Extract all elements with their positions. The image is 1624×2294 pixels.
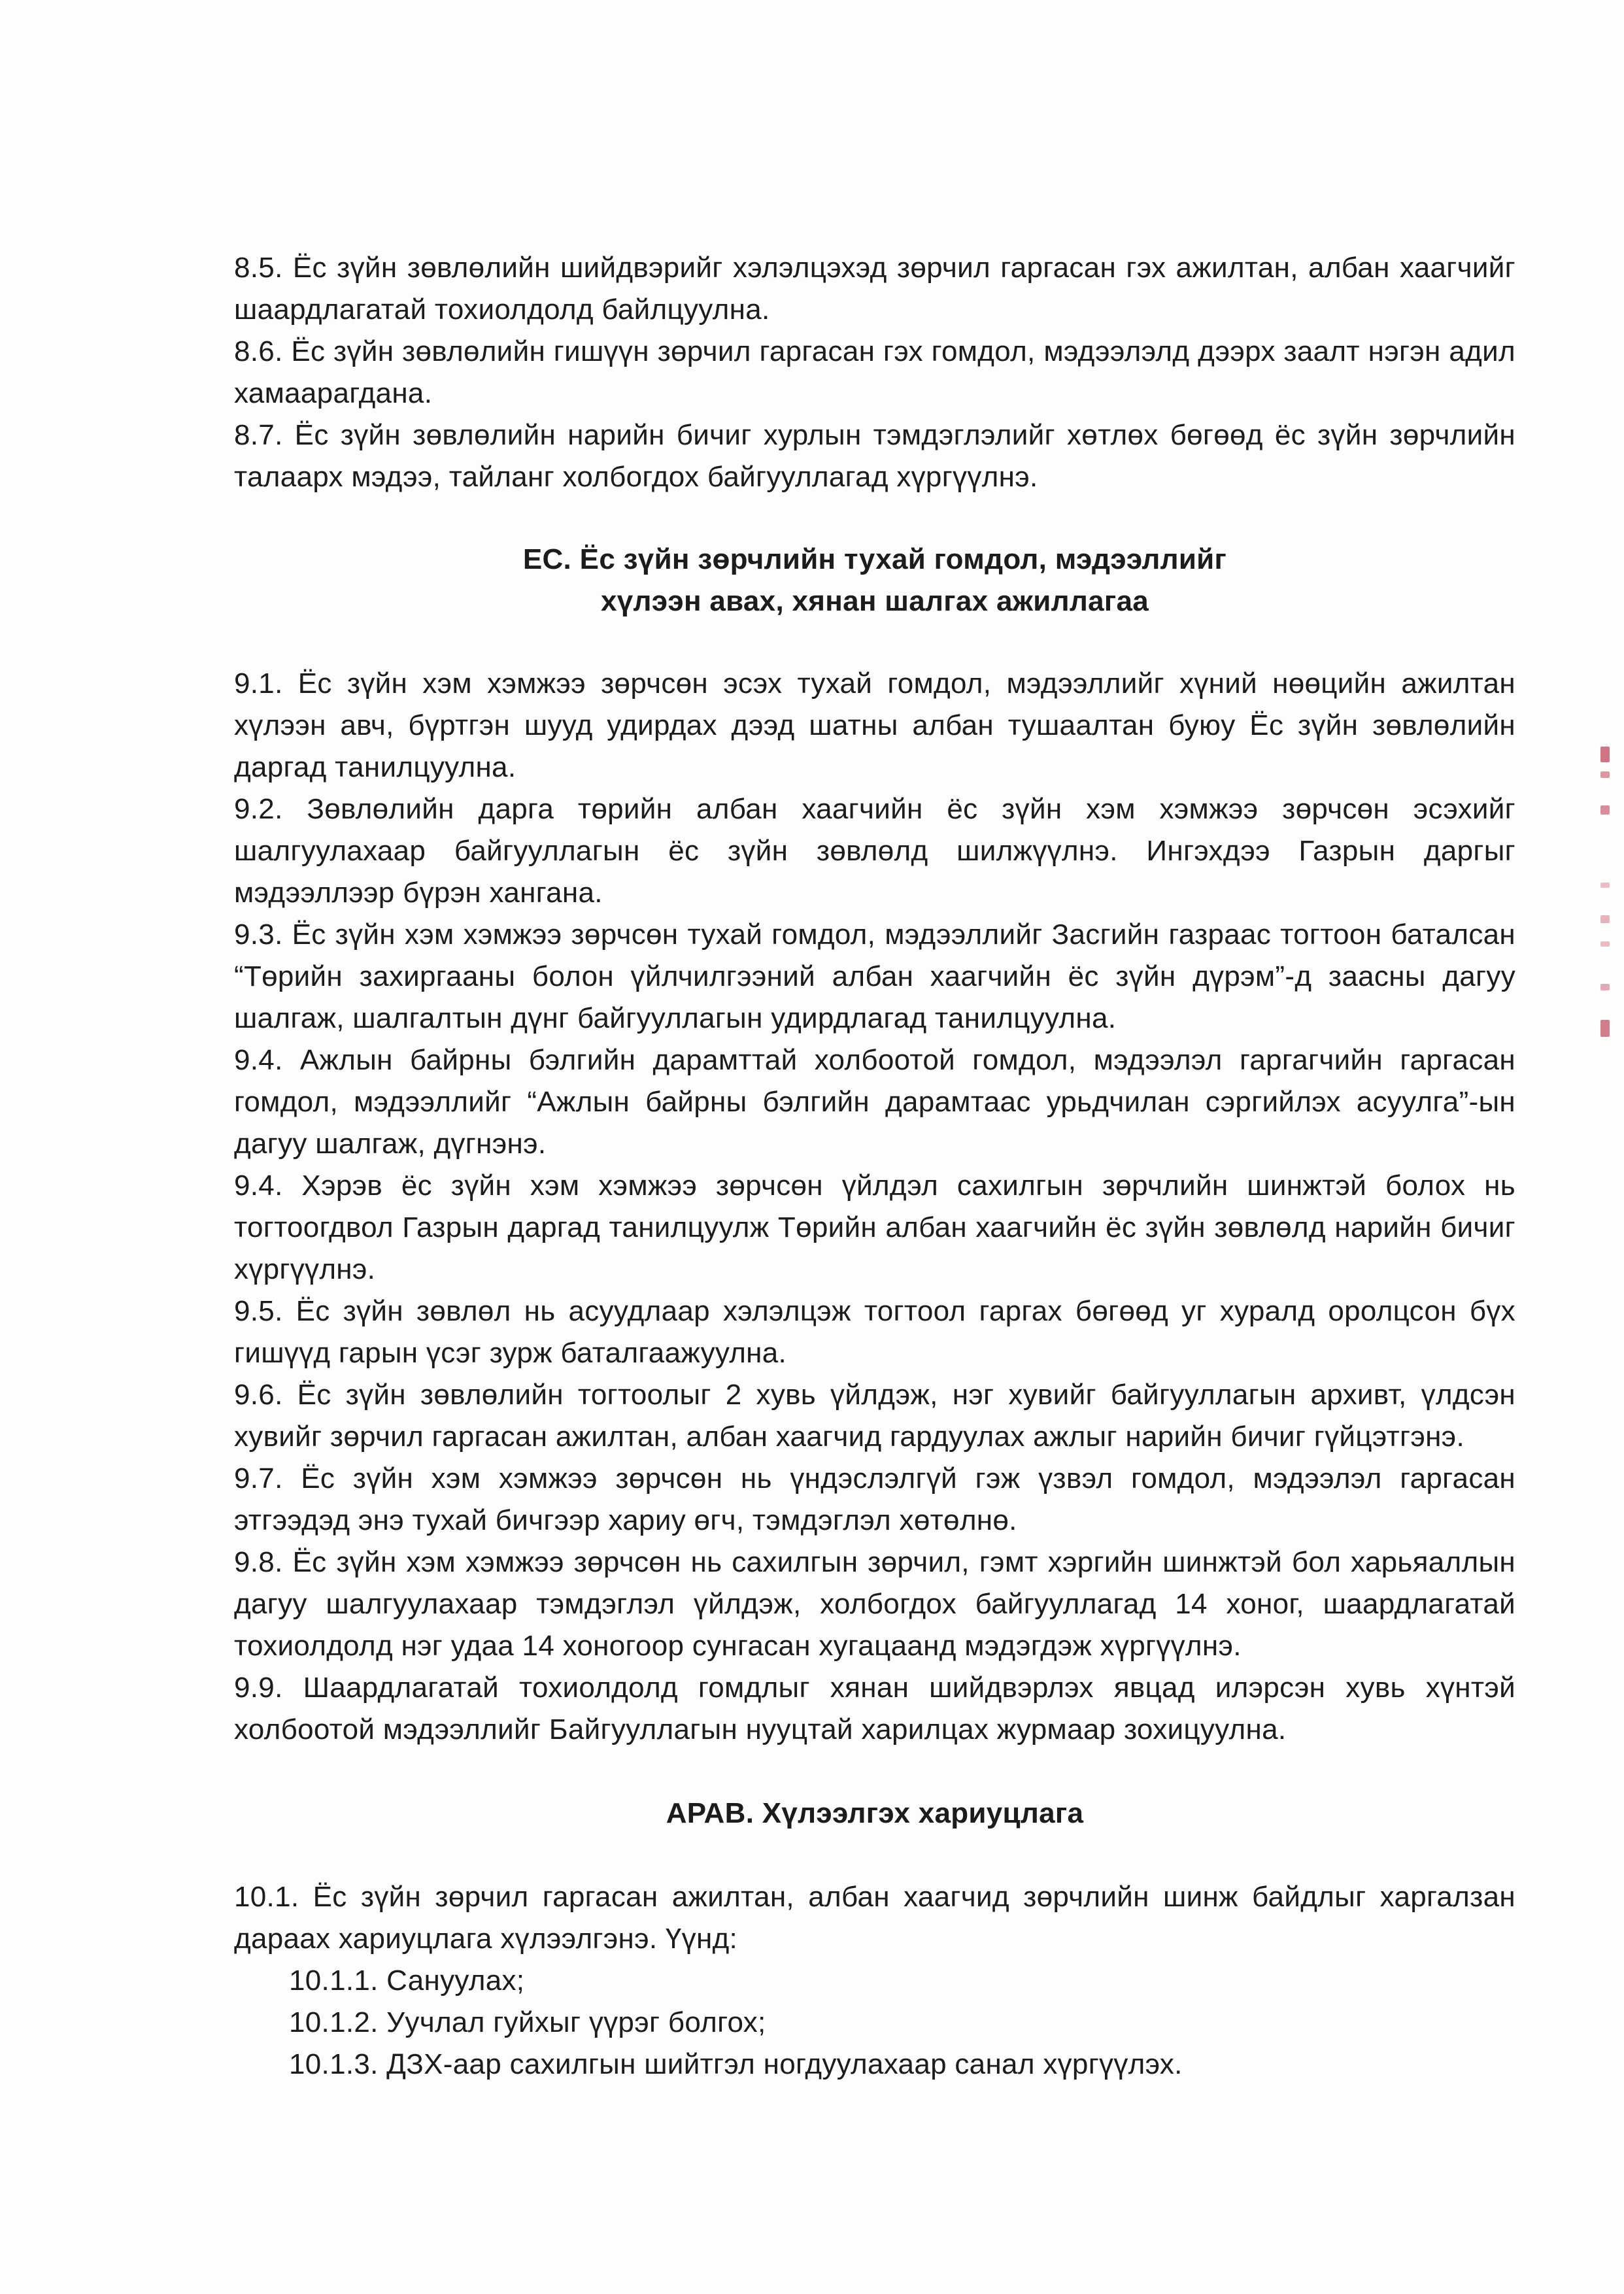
section-10-heading: АРАВ. Хүлээлгэх хариуцлага xyxy=(666,1797,1084,1829)
margin-stamp-mark xyxy=(1600,941,1610,947)
margin-stamp-mark xyxy=(1600,747,1610,762)
paragraph-9-2: 9.2. Зөвлөлийн дарга төрийн албан хаагчийн ёс зүйн хэм хэмжээ зөрчсөн эсэхийг шалгуулахаар байгууллагын ёс зүйн зөвлөлд шилжүүлнэ. Ингэхдээ Газрын даргыг мэдээллээр бүрэн хангана. xyxy=(234,793,1515,909)
paragraph-9-4b: 9.4. Хэрэв ёс зүйн хэм хэмжээ зөрчсөн үйлдэл сахилгын зөрчлийн шинжтэй болох нь тогтоогдвол Газрын даргад танилцуулж Төрийн албан хаагчийн ёс зүйн зөвлөлд нарийн бичиг хүргүүлнэ. xyxy=(234,1170,1515,1285)
paragraph-8-6: 8.6. Ёс зүйн зөвлөлийн гишүүн зөрчил гаргасан гэх гомдол, мэдээлэлд дээрх заалт нэгэн адил хамаарагдана. xyxy=(234,335,1515,409)
margin-stamp-mark xyxy=(1600,805,1610,815)
paragraph-9-3: 9.3. Ёс зүйн хэм хэмжээ зөрчсөн тухай гомдол, мэдээллийг Засгийн газраас тогтоон баталсан “Төрийн захиргааны болон үйлчилгээний албан хаагчийн ёс зүйн дүрэм”-д заасны дагуу шалгаж, шалгалтын дүнг байгууллагын удирдлагад танилцуулна. xyxy=(234,919,1515,1034)
paragraph-9-1: 9.1. Ёс зүйн хэм хэмжээ зөрчсөн эсэх тухай гомдол, мэдээллийг хүний нөөцийн ажилтан хүлээн авч, бүртгэн шууд удирдах дээд шатны албан тушаалтан буюу Ёс зүйн зөвлөлийн даргад танилцуулна. xyxy=(234,667,1515,783)
list-item-10-1-1: 10.1.1. Сануулах; xyxy=(289,1965,525,1997)
document-body xyxy=(234,247,1515,2085)
section-9-heading-line-2: хүлээн авах, хянан шалгах ажиллагаа xyxy=(600,585,1149,617)
paragraph-8-7: 8.7. Ёс зүйн зөвлөлийн нарийн бичиг хурлын тэмдэглэлийг хөтлөх бөгөөд ёс зүйн зөрчлийн талаарх мэдээ, тайланг холбогдох байгууллагад хүргүүлнэ. xyxy=(234,419,1515,493)
margin-stamp-mark xyxy=(1600,771,1610,778)
list-item-10-1-2: 10.1.2. Уучлал гуйхыг үүрэг болгох; xyxy=(289,2006,766,2038)
paragraph-9-9: 9.9. Шаардлагатай тохиолдолд гомдлыг хянан шийдвэрлэх явцад илэрсэн хувь хүнтэй холбоотой мэдээллийг Байгууллагын нууцтай харилцах журмаар зохицуулна. xyxy=(234,1672,1515,1746)
paragraph-10-1: 10.1. Ёс зүйн зөрчил гаргасан ажилтан, албан хаагчид зөрчлийн шинж байдлыг харгалзан дараах хариуцлага хүлээлгэнэ. Үүнд: xyxy=(234,1881,1515,1955)
margin-stamp-mark xyxy=(1600,984,1610,990)
paragraph-9-5: 9.5. Ёс зүйн зөвлөл нь асуудлаар хэлэлцэж тогтоол гаргах бөгөөд уг хуралд оролцсон бүх гишүүд гарын үсэг зурж баталгаажуулна. xyxy=(234,1295,1515,1369)
paragraph-9-7: 9.7. Ёс зүйн хэм хэмжээ зөрчсөн нь үндэслэлгүй гэж үзвэл гомдол, мэдээлэл гаргасан этгээдэд энэ тухай бичгээр хариу өгч, тэмдэглэл хөтөлнө. xyxy=(234,1462,1515,1536)
section-9-heading-line-1: ЕС. Ёс зүйн зөрчлийн тухай гомдол, мэдээллийг xyxy=(522,543,1227,575)
paragraph-9-4a: 9.4. Ажлын байрны бэлгийн дарамттай холбоотой гомдол, мэдээлэл гаргагчийн гаргасан гомдол, мэдээллийг “Ажлын байрны бэлгийн дарамтаас урьдчилан сэргийлэх асуулга”-ын дагуу шалгаж, дүгнэнэ. xyxy=(234,1044,1515,1160)
section-9-heading xyxy=(234,539,1515,622)
margin-stamp-mark xyxy=(1600,1020,1610,1037)
paragraph-9-8: 9.8. Ёс зүйн хэм хэмжээ зөрчсөн нь сахилгын зөрчил, гэмт хэргийн шинжтэй бол харьяаллын дагуу шалгуулахаар тэмдэглэл үйлдэж, холбогдох байгууллагад 14 хоног, шаардлагатай тохиолдолд нэг удаа 14 хоногоор сунгасан хугацаанд мэдэгдэж хүргүүлнэ. xyxy=(234,1546,1515,1662)
margin-stamp-mark xyxy=(1600,883,1610,888)
margin-stamp-mark xyxy=(1600,915,1610,923)
section-10-sublist xyxy=(234,1960,1515,2085)
paragraph-9-6: 9.6. Ёс зүйн зөвлөлийн тогтоолыг 2 хувь үйлдэж, нэг хувийг байгууллагын архивт, үлдсэн хувийг зөрчил гаргасан ажилтан, албан хаагчид гардуулах ажлыг нарийн бичиг гүйцэтгэнэ. xyxy=(234,1379,1515,1453)
list-item-10-1-3: 10.1.3. ДЗХ-аар сахилгын шийтгэл ногдуулахаар санал хүргүүлэх. xyxy=(289,2048,1183,2080)
paragraph-8-5: 8.5. Ёс зүйн зөвлөлийн шийдвэрийг хэлэлцэхэд зөрчил гаргасан гэх ажилтан, албан хаагчийг шаардлагатай тохиолдолд байлцуулна. xyxy=(234,252,1515,326)
